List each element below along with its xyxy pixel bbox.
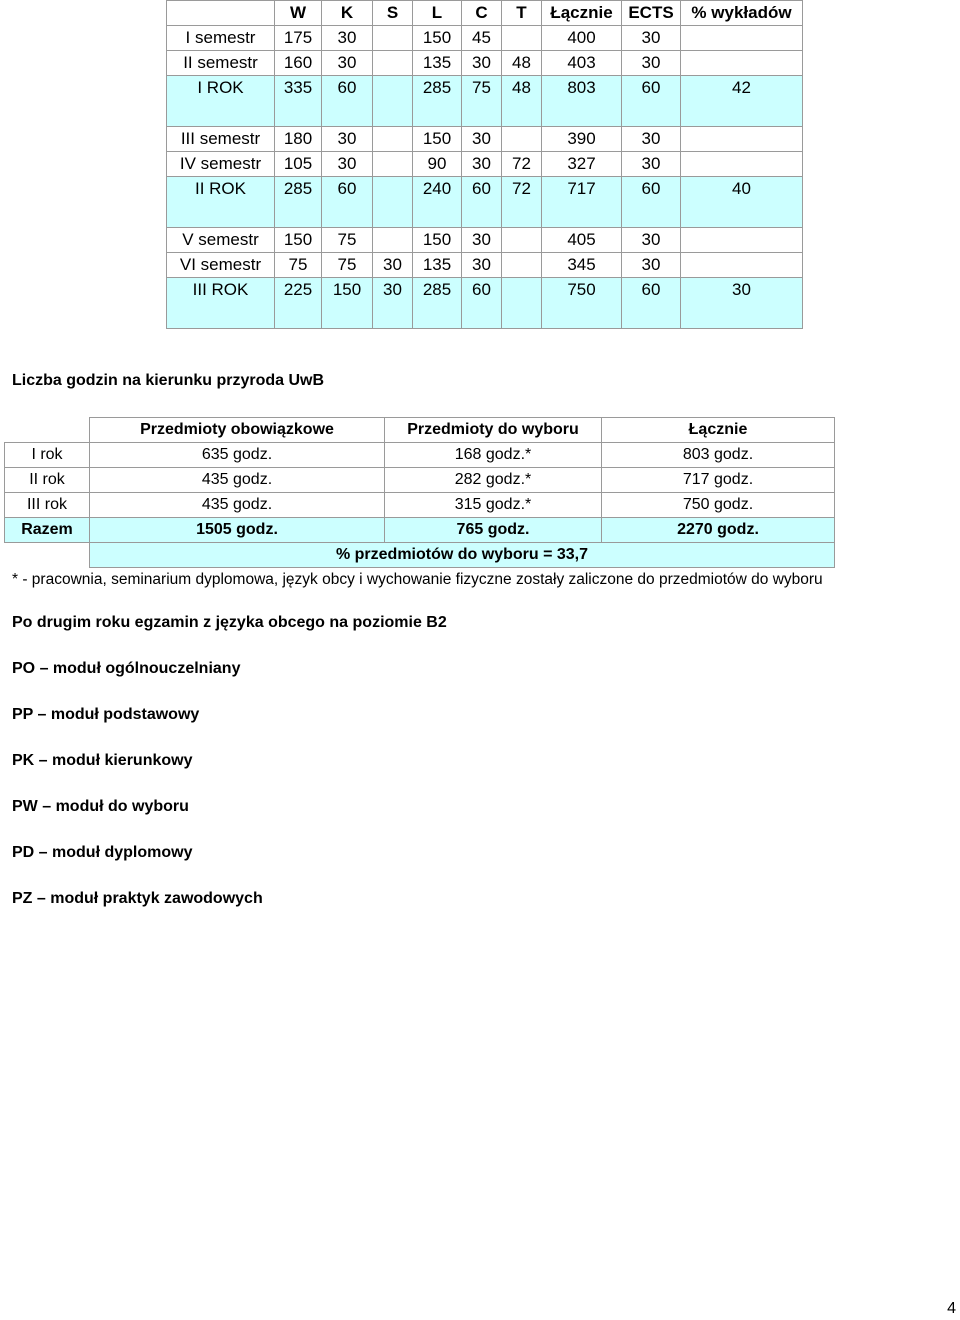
hours-cell: 75 — [275, 253, 322, 278]
hours-semester-row — [167, 228, 803, 253]
summary-cell: 315 godz.* — [385, 493, 602, 518]
hours-cell: 335 — [275, 76, 322, 127]
hours-header-cell: T — [502, 1, 542, 26]
hours-cell — [681, 51, 803, 76]
hours-cell: 30 — [322, 127, 373, 152]
hours-cell: 175 — [275, 26, 322, 51]
footnote: * - pracownia, seminarium dyplomowa, język obcy i wychowanie fizyczne zostały zaliczone do przedmiotów do wyboru — [12, 571, 823, 588]
summary-row — [5, 493, 835, 518]
summary-row — [5, 443, 835, 468]
note-pp: PP – moduł podstawowy — [12, 706, 200, 723]
note-pz: PZ – moduł praktyk zawodowych — [12, 890, 263, 907]
hours-cell: 285 — [275, 177, 322, 228]
summary-header-cell: Przedmioty do wyboru — [385, 418, 602, 443]
hours-cell: 30 — [373, 253, 413, 278]
hours-cell: 30 — [462, 127, 502, 152]
hours-cell: 42 — [681, 76, 803, 127]
hours-cell: 30 — [622, 152, 681, 177]
hours-cell — [373, 127, 413, 152]
hours-cell: 285 — [413, 278, 462, 329]
summary-header-cell: Łącznie — [602, 418, 835, 443]
summary-total-row — [5, 518, 835, 543]
hours-cell: 75 — [322, 228, 373, 253]
hours-cell — [681, 228, 803, 253]
hours-cell: 225 — [275, 278, 322, 329]
summary-cell: I rok — [5, 443, 90, 468]
hours-cell: I semestr — [167, 26, 275, 51]
hours-header-cell: K — [322, 1, 373, 26]
hours-header-cell: % wykładów — [681, 1, 803, 26]
summary-header-cell: Przedmioty obowiązkowe — [90, 418, 385, 443]
hours-cell: V semestr — [167, 228, 275, 253]
hours-cell — [373, 51, 413, 76]
summary-cell: 168 godz.* — [385, 443, 602, 468]
hours-semester-row — [167, 127, 803, 152]
hours-cell: 30 — [462, 152, 502, 177]
hours-cell — [681, 253, 803, 278]
summary-cell: 717 godz. — [602, 468, 835, 493]
hours-cell — [681, 127, 803, 152]
summary-caption: Liczba godzin na kierunku przyroda UwB — [12, 372, 325, 389]
hours-cell — [502, 253, 542, 278]
summary-header-row — [5, 418, 835, 443]
hours-cell: VI semestr — [167, 253, 275, 278]
summary-cell: 435 godz. — [90, 493, 385, 518]
hours-year-row — [167, 177, 803, 228]
hours-cell: 240 — [413, 177, 462, 228]
hours-year-row — [167, 76, 803, 127]
hours-cell: 345 — [542, 253, 622, 278]
hours-cell: 45 — [462, 26, 502, 51]
note-pk: PK – moduł kierunkowy — [12, 752, 193, 769]
hours-cell — [502, 228, 542, 253]
hours-cell — [502, 127, 542, 152]
page-number: 4 — [947, 1300, 956, 1317]
hours-cell — [681, 152, 803, 177]
hours-header-row — [167, 1, 803, 26]
hours-year-row — [167, 278, 803, 329]
hours-cell: 30 — [622, 228, 681, 253]
summary-total-cell: 2270 godz. — [602, 518, 835, 543]
hours-table — [166, 0, 803, 329]
hours-cell: 60 — [322, 76, 373, 127]
hours-cell: 400 — [542, 26, 622, 51]
summary-cell: 803 godz. — [602, 443, 835, 468]
hours-cell: 150 — [413, 26, 462, 51]
hours-cell: 30 — [462, 51, 502, 76]
hours-semester-row — [167, 152, 803, 177]
hours-cell: 135 — [413, 51, 462, 76]
hours-cell — [373, 26, 413, 51]
hours-cell: 30 — [622, 127, 681, 152]
note-exam: Po drugim roku egzamin z języka obcego na poziomie B2 — [12, 614, 447, 631]
hours-cell: 72 — [502, 152, 542, 177]
summary-cell: II rok — [5, 468, 90, 493]
summary-pct-blank — [5, 543, 90, 568]
hours-header-cell: ECTS — [622, 1, 681, 26]
hours-cell: 180 — [275, 127, 322, 152]
hours-cell: I ROK — [167, 76, 275, 127]
hours-cell: 803 — [542, 76, 622, 127]
hours-cell: 327 — [542, 152, 622, 177]
hours-cell: 30 — [622, 253, 681, 278]
hours-header-cell: Łącznie — [542, 1, 622, 26]
hours-cell — [502, 26, 542, 51]
summary-row — [5, 468, 835, 493]
hours-cell: 30 — [373, 278, 413, 329]
hours-cell: 40 — [681, 177, 803, 228]
hours-semester-row — [167, 26, 803, 51]
hours-cell: 150 — [413, 127, 462, 152]
summary-pct-row — [5, 543, 835, 568]
hours-cell: 75 — [462, 76, 502, 127]
hours-header-cell: W — [275, 1, 322, 26]
hours-cell: 750 — [542, 278, 622, 329]
note-po: PO – moduł ogólnouczelniany — [12, 660, 241, 677]
hours-cell: 717 — [542, 177, 622, 228]
hours-cell: 60 — [462, 177, 502, 228]
hours-cell: 30 — [622, 51, 681, 76]
hours-cell: 150 — [413, 228, 462, 253]
hours-cell: 30 — [681, 278, 803, 329]
note-pd: PD – moduł dyplomowy — [12, 844, 193, 861]
hours-cell: 30 — [462, 253, 502, 278]
hours-cell — [373, 228, 413, 253]
summary-header-cell — [5, 418, 90, 443]
summary-cell: 750 godz. — [602, 493, 835, 518]
summary-cell: 282 godz.* — [385, 468, 602, 493]
hours-cell: III ROK — [167, 278, 275, 329]
hours-cell: 105 — [275, 152, 322, 177]
hours-cell: 403 — [542, 51, 622, 76]
hours-cell: 30 — [322, 51, 373, 76]
summary-cell: 435 godz. — [90, 468, 385, 493]
summary-total-cell: 1505 godz. — [90, 518, 385, 543]
summary-cell: III rok — [5, 493, 90, 518]
hours-cell: 405 — [542, 228, 622, 253]
hours-header-cell — [167, 1, 275, 26]
hours-cell: 285 — [413, 76, 462, 127]
hours-cell: 160 — [275, 51, 322, 76]
hours-cell: 75 — [322, 253, 373, 278]
hours-cell: 48 — [502, 51, 542, 76]
summary-total-cell: Razem — [5, 518, 90, 543]
summary-table — [4, 417, 835, 568]
hours-cell: III semestr — [167, 127, 275, 152]
hours-cell: II ROK — [167, 177, 275, 228]
hours-cell: 390 — [542, 127, 622, 152]
hours-cell: 48 — [502, 76, 542, 127]
hours-cell: 60 — [622, 177, 681, 228]
hours-header-cell: S — [373, 1, 413, 26]
hours-cell — [681, 26, 803, 51]
hours-header-cell: L — [413, 1, 462, 26]
hours-cell — [373, 76, 413, 127]
summary-cell: 635 godz. — [90, 443, 385, 468]
hours-header-cell: C — [462, 1, 502, 26]
hours-cell: IV semestr — [167, 152, 275, 177]
hours-cell — [502, 278, 542, 329]
hours-cell: 30 — [322, 26, 373, 51]
hours-cell: 150 — [322, 278, 373, 329]
hours-cell: 60 — [322, 177, 373, 228]
hours-cell: 60 — [622, 278, 681, 329]
note-pw: PW – moduł do wyboru — [12, 798, 189, 815]
summary-pct-cell: % przedmiotów do wyboru = 33,7 — [90, 543, 835, 568]
hours-cell: 90 — [413, 152, 462, 177]
hours-cell: 30 — [622, 26, 681, 51]
hours-cell: 30 — [462, 228, 502, 253]
hours-cell — [373, 152, 413, 177]
hours-cell: 60 — [622, 76, 681, 127]
hours-cell: 135 — [413, 253, 462, 278]
hours-cell: 150 — [275, 228, 322, 253]
hours-cell: 30 — [322, 152, 373, 177]
summary-total-cell: 765 godz. — [385, 518, 602, 543]
hours-cell: 72 — [502, 177, 542, 228]
hours-cell: 60 — [462, 278, 502, 329]
hours-cell: II semestr — [167, 51, 275, 76]
hours-semester-row — [167, 253, 803, 278]
hours-semester-row — [167, 51, 803, 76]
hours-cell — [373, 177, 413, 228]
